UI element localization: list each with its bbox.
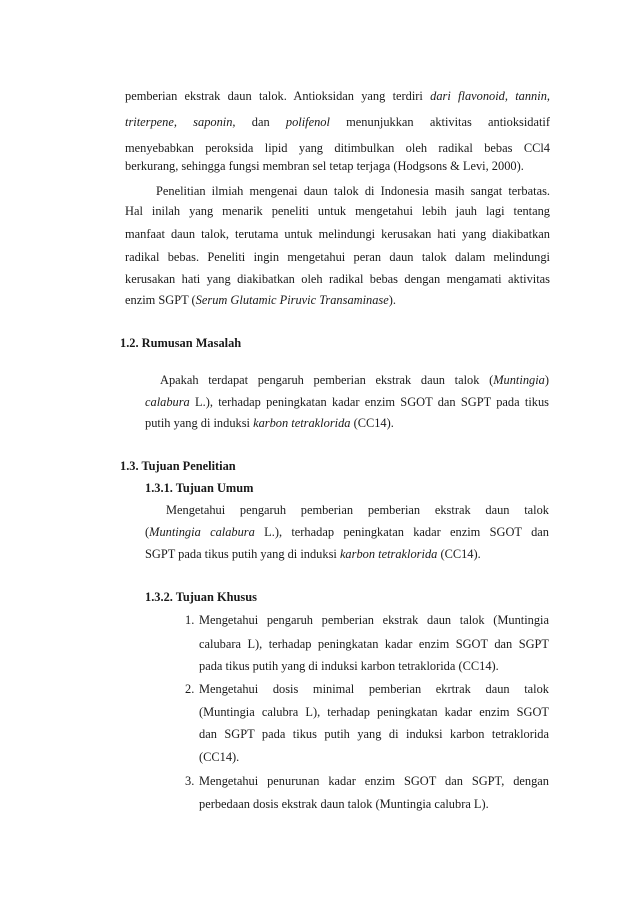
sec12-line3-italic: karbon tetraklorida <box>253 416 351 430</box>
para2-line2: Hal inilah yang menarik peneliti untuk mengetahui lebih jauh lagi tentang <box>125 204 550 218</box>
para2-line6-text-a: enzim SGPT ( <box>125 293 196 307</box>
list-item-line: pada tikus putih yang di induksi karbon tetraklorida (CC14). <box>199 659 499 673</box>
para1-line2-text-b: dan <box>235 115 286 129</box>
sec12-line3-text-a: putih yang di induksi <box>145 416 254 430</box>
sec12-line1-text: Apakah terdapat pengaruh pemberian ekstrak daun talok ( <box>160 373 494 387</box>
list-item-line: Mengetahui dosis minimal pemberian ekrtrak daun talok <box>199 682 549 696</box>
para2-line6-text-c: ). <box>388 293 396 307</box>
list-item-number: 1. <box>185 613 195 627</box>
para1-line3: menyebabkan peroksida lipid yang ditimbulkan oleh radikal bebas CCl4 <box>125 141 550 155</box>
list-item-line: (Muntingia calubra L), terhadap peningkatan kadar enzim SGOT <box>199 705 549 719</box>
list-item-line: (CC14). <box>199 750 240 764</box>
subsection-1-3-2-heading: 1.3.2. Tujuan Khusus <box>145 590 257 604</box>
sub1-line2 <box>145 524 549 540</box>
para1-line4: berkurang, sehingga fungsi membran sel tetap terjaga (Hodgsons & Levi, 2000). <box>125 159 524 173</box>
sec12-line2 <box>145 394 549 410</box>
sec12-line2-italic: calabura <box>145 395 190 409</box>
sec12-line3 <box>145 415 394 431</box>
sub1-line3-italic: karbon tetraklorida <box>339 547 438 561</box>
list-item-number: 2. <box>185 682 195 696</box>
list-item-line: Mengetahui penurunan kadar enzim SGOT dan SGPT, dengan <box>199 774 549 788</box>
sub1-line3-text-c: (CC14). <box>437 547 481 561</box>
section-1-3-heading: 1.3. Tujuan Penelitian <box>120 459 236 473</box>
sub1-line1: Mengetahui pengaruh pemberian pemberian ekstrak daun talok <box>166 503 549 517</box>
para1-line1-italic: dari flavonoid, tannin, <box>430 89 550 103</box>
list-item-line: dan SGPT pada tikus putih yang di induksi karbon tetraklorida <box>199 727 549 741</box>
para2-line1: Penelitian ilmiah mengenai daun talok di Indonesia masih sangat terbatas. <box>156 184 550 198</box>
section-1-2-heading: 1.2. Rumusan Masalah <box>120 336 242 350</box>
para2-line4: radikal bebas. Peneliti ingin mengetahui peran daun talok dalam melindungi <box>125 250 550 264</box>
sec12-line3-text-c: (CC14). <box>350 416 394 430</box>
para2-line6-italic: Serum Glutamic Piruvic Transaminase <box>195 293 389 307</box>
list-item-line: Mengetahui pengaruh pemberian ekstrak daun talok (Muntingia <box>199 613 549 627</box>
para1-line2 <box>125 114 550 130</box>
sub1-line3 <box>145 546 481 562</box>
list-item-number: 3. <box>185 774 195 788</box>
para1-line2-italic-c: polifenol <box>285 115 330 129</box>
sub1-line2-text-c: L.), terhadap peningkatan kadar enzim SGOT dan <box>254 525 549 539</box>
para2-line3: manfaat daun talok, terutama untuk melindungi kerusakan hati yang diakibatkan <box>125 227 550 241</box>
para1-line2-italic-a: triterpene, saponin, <box>125 115 236 129</box>
sec12-line2-text: L.), terhadap peningkatan kadar enzim SGOT dan SGPT pada tikus <box>189 395 549 409</box>
sec12-line1-italic: Muntingia <box>493 373 545 387</box>
para1-line1 <box>125 88 550 104</box>
subsection-1-3-1-heading: 1.3.1. Tujuan Umum <box>145 481 254 495</box>
sec12-line1: Apakah terdapat pengaruh pemberian ekstrak daun talok (Muntingia) <box>160 373 549 387</box>
list-item-line: perbedaan dosis ekstrak daun talok (Muntingia calubra L). <box>199 797 489 811</box>
sub1-line2-text-a: ( <box>145 525 150 539</box>
sub1-line2-italic: Muntingia calabura <box>149 525 255 539</box>
para1-line1-text: pemberian ekstrak daun talok. Antioksidan yang terdiri <box>125 89 431 103</box>
para1-line2-text-d: menunjukkan aktivitas antioksidatif <box>329 115 550 129</box>
list-item-line: calubara L), terhadap peningkatan kadar enzim SGOT dan SGPT <box>199 637 549 651</box>
para2-line6 <box>125 292 396 308</box>
sub1-line3-text-a: SGPT pada tikus putih yang di induksi <box>145 547 340 561</box>
para2-line5: kerusakan hati yang diakibatkan oleh radikal bebas dengan mengamati aktivitas <box>125 272 550 286</box>
